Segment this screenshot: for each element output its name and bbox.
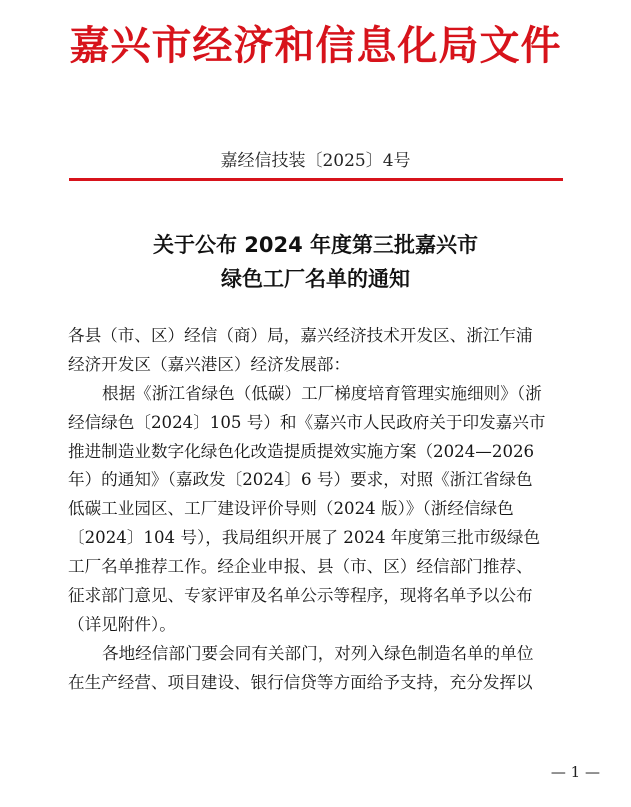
body-text [68,322,566,698]
notice-title [0,228,631,296]
body-line: 根据《浙江省绿色（低碳）工厂梯度培育管理实施细则》（浙 [102,383,542,403]
body-line: 〔2024〕104 号），我局组织开展了 2024 年度第三批市级绿色 [68,528,541,548]
body-line: 经济开发区（嘉兴港区）经济发展部： [68,354,351,374]
page-number: — 1 — [550,763,600,781]
body-line: 各地经信部门要会同有关部门，对列入绿色制造名单的单位 [102,643,534,663]
body-line: 征求部门意见、专家评审及名单公示等程序，现将名单予以公布 [68,586,533,606]
body-line: 低碳工业园区、工厂建设评价导则（2024 版）》（浙经信绿色 [68,499,514,519]
red-divider-line [69,178,563,181]
issuer-title: 嘉兴市经济和信息化局文件 [69,23,562,69]
body-line: 各县（市、区）经信（商）局，嘉兴经济技术开发区、浙江乍浦 [68,326,533,345]
body-line: （详见附件）。 [68,614,176,634]
notice-title-line-1: 关于公布 2024 年度第三批嘉兴市 [152,233,479,257]
body-line: 经信绿色〔2024〕105 号）和《嘉兴市人民政府关于印发嘉兴市 [68,412,546,432]
body-line: 在生产经营、项目建设、银行信贷等方面给予支持，充分发挥以 [68,672,533,692]
body-line: 工厂名单推荐工作。经企业申报、县（市、区）经信部门推荐、 [68,557,533,577]
body-line: 推进制造业数字化绿色化改造提质提效实施方案（2024—2026 [68,441,535,461]
notice-title-line-2: 绿色工厂名单的通知 [221,267,410,291]
document-number: 嘉经信技装〔2025〕4号 [220,151,411,171]
body-line: 年）的通知》（嘉政发〔2024〕6 号）要求，对照《浙江省绿色 [68,470,533,490]
